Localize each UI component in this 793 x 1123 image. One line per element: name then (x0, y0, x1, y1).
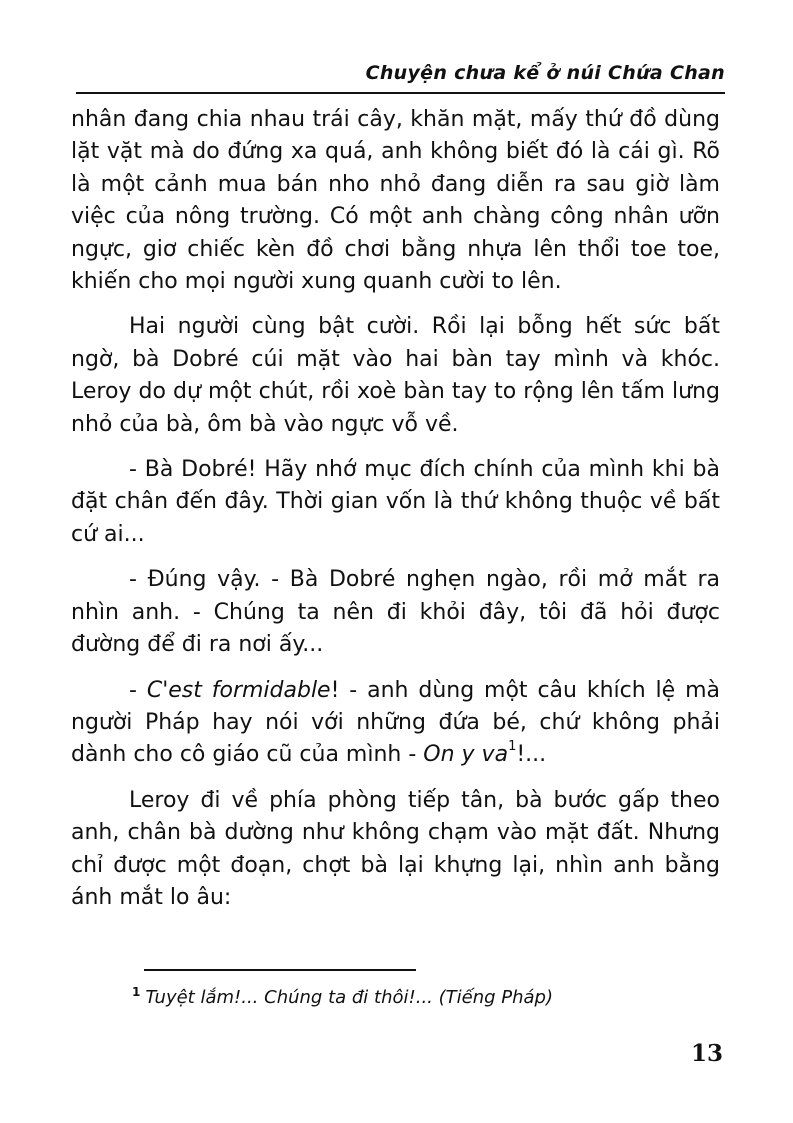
footnote-number: 1 (132, 985, 141, 999)
paragraph-5-french-phrase-2: On y va (423, 742, 509, 768)
body-text (71, 104, 720, 927)
paragraph-4: - Đúng vậy. - Bà Dobré nghẹn ngào, rồi mở mắt ra nhìn anh. - Chúng ta nên đi khỏi đây, tôi đã hỏi được đường để đi ra nơi ấy... (71, 567, 720, 658)
paragraph-6: Leroy đi về phía phòng tiếp tân, bà bước gấp theo anh, chân bà dường như không chạm vào mặt đất. Nhưng chỉ được một đoạn, chợt bà lại khựng lại, nhìn anh bằng ánh mắt lo âu: (71, 787, 720, 910)
paragraph-5-middle: ! - anh dùng một câu khích lệ mà người Pháp hay nói với những đứa bé, chứ không phải dành cho cô giáo cũ của mình - (71, 677, 720, 768)
paragraph-5 (71, 675, 720, 772)
paragraph-5-tail: !... (516, 742, 547, 768)
running-header-title: Chuyện chưa kể ở núi Chứa Chan (365, 62, 725, 84)
paragraph-2: Hai người cùng bật cười. Rồi lại bỗng hết sức bất ngờ, bà Dobré cúi mặt vào hai bàn tay mình và khóc. Leroy do dự một chút, rồi xoè bàn tay to rộng lên tấm lưng nhỏ của bà, ôm bà vào ngực vỗ về. (71, 314, 720, 437)
footnote (132, 985, 553, 1008)
paragraph-3: - Bà Dobré! Hãy nhớ mục đích chính của mình khi bà đặt chân đến đây. Thời gian vốn là thứ không thuộc về bất cứ ai... (71, 457, 720, 547)
running-header (76, 58, 725, 94)
footnote-divider (144, 969, 416, 971)
page-number: 13 (690, 1040, 723, 1067)
paragraph-1: nhân đang chia nhau trái cây, khăn mặt, mấy thứ đồ dùng lặt vặt mà do đứng xa quá, anh không biết đó là cái gì. Rõ là một cảnh mua bán nho nhỏ đang diễn ra sau giờ làm việc của nông trường. Có một anh chàng công nhân ưỡn ngực, giơ chiếc kèn đồ chơi bằng nhựa lên thổi toe toe, khiến cho mọi người xung quanh cười to lên. (71, 107, 720, 295)
paragraph-5-lead: - (129, 677, 147, 703)
footnote-reference-marker: 1 (508, 739, 517, 755)
footnote-text: Tuyệt lắm!... Chúng ta đi thôi!... (Tiếng Pháp) (145, 987, 553, 1008)
paragraph-5-french-phrase-1: C'est formidable (146, 677, 331, 703)
